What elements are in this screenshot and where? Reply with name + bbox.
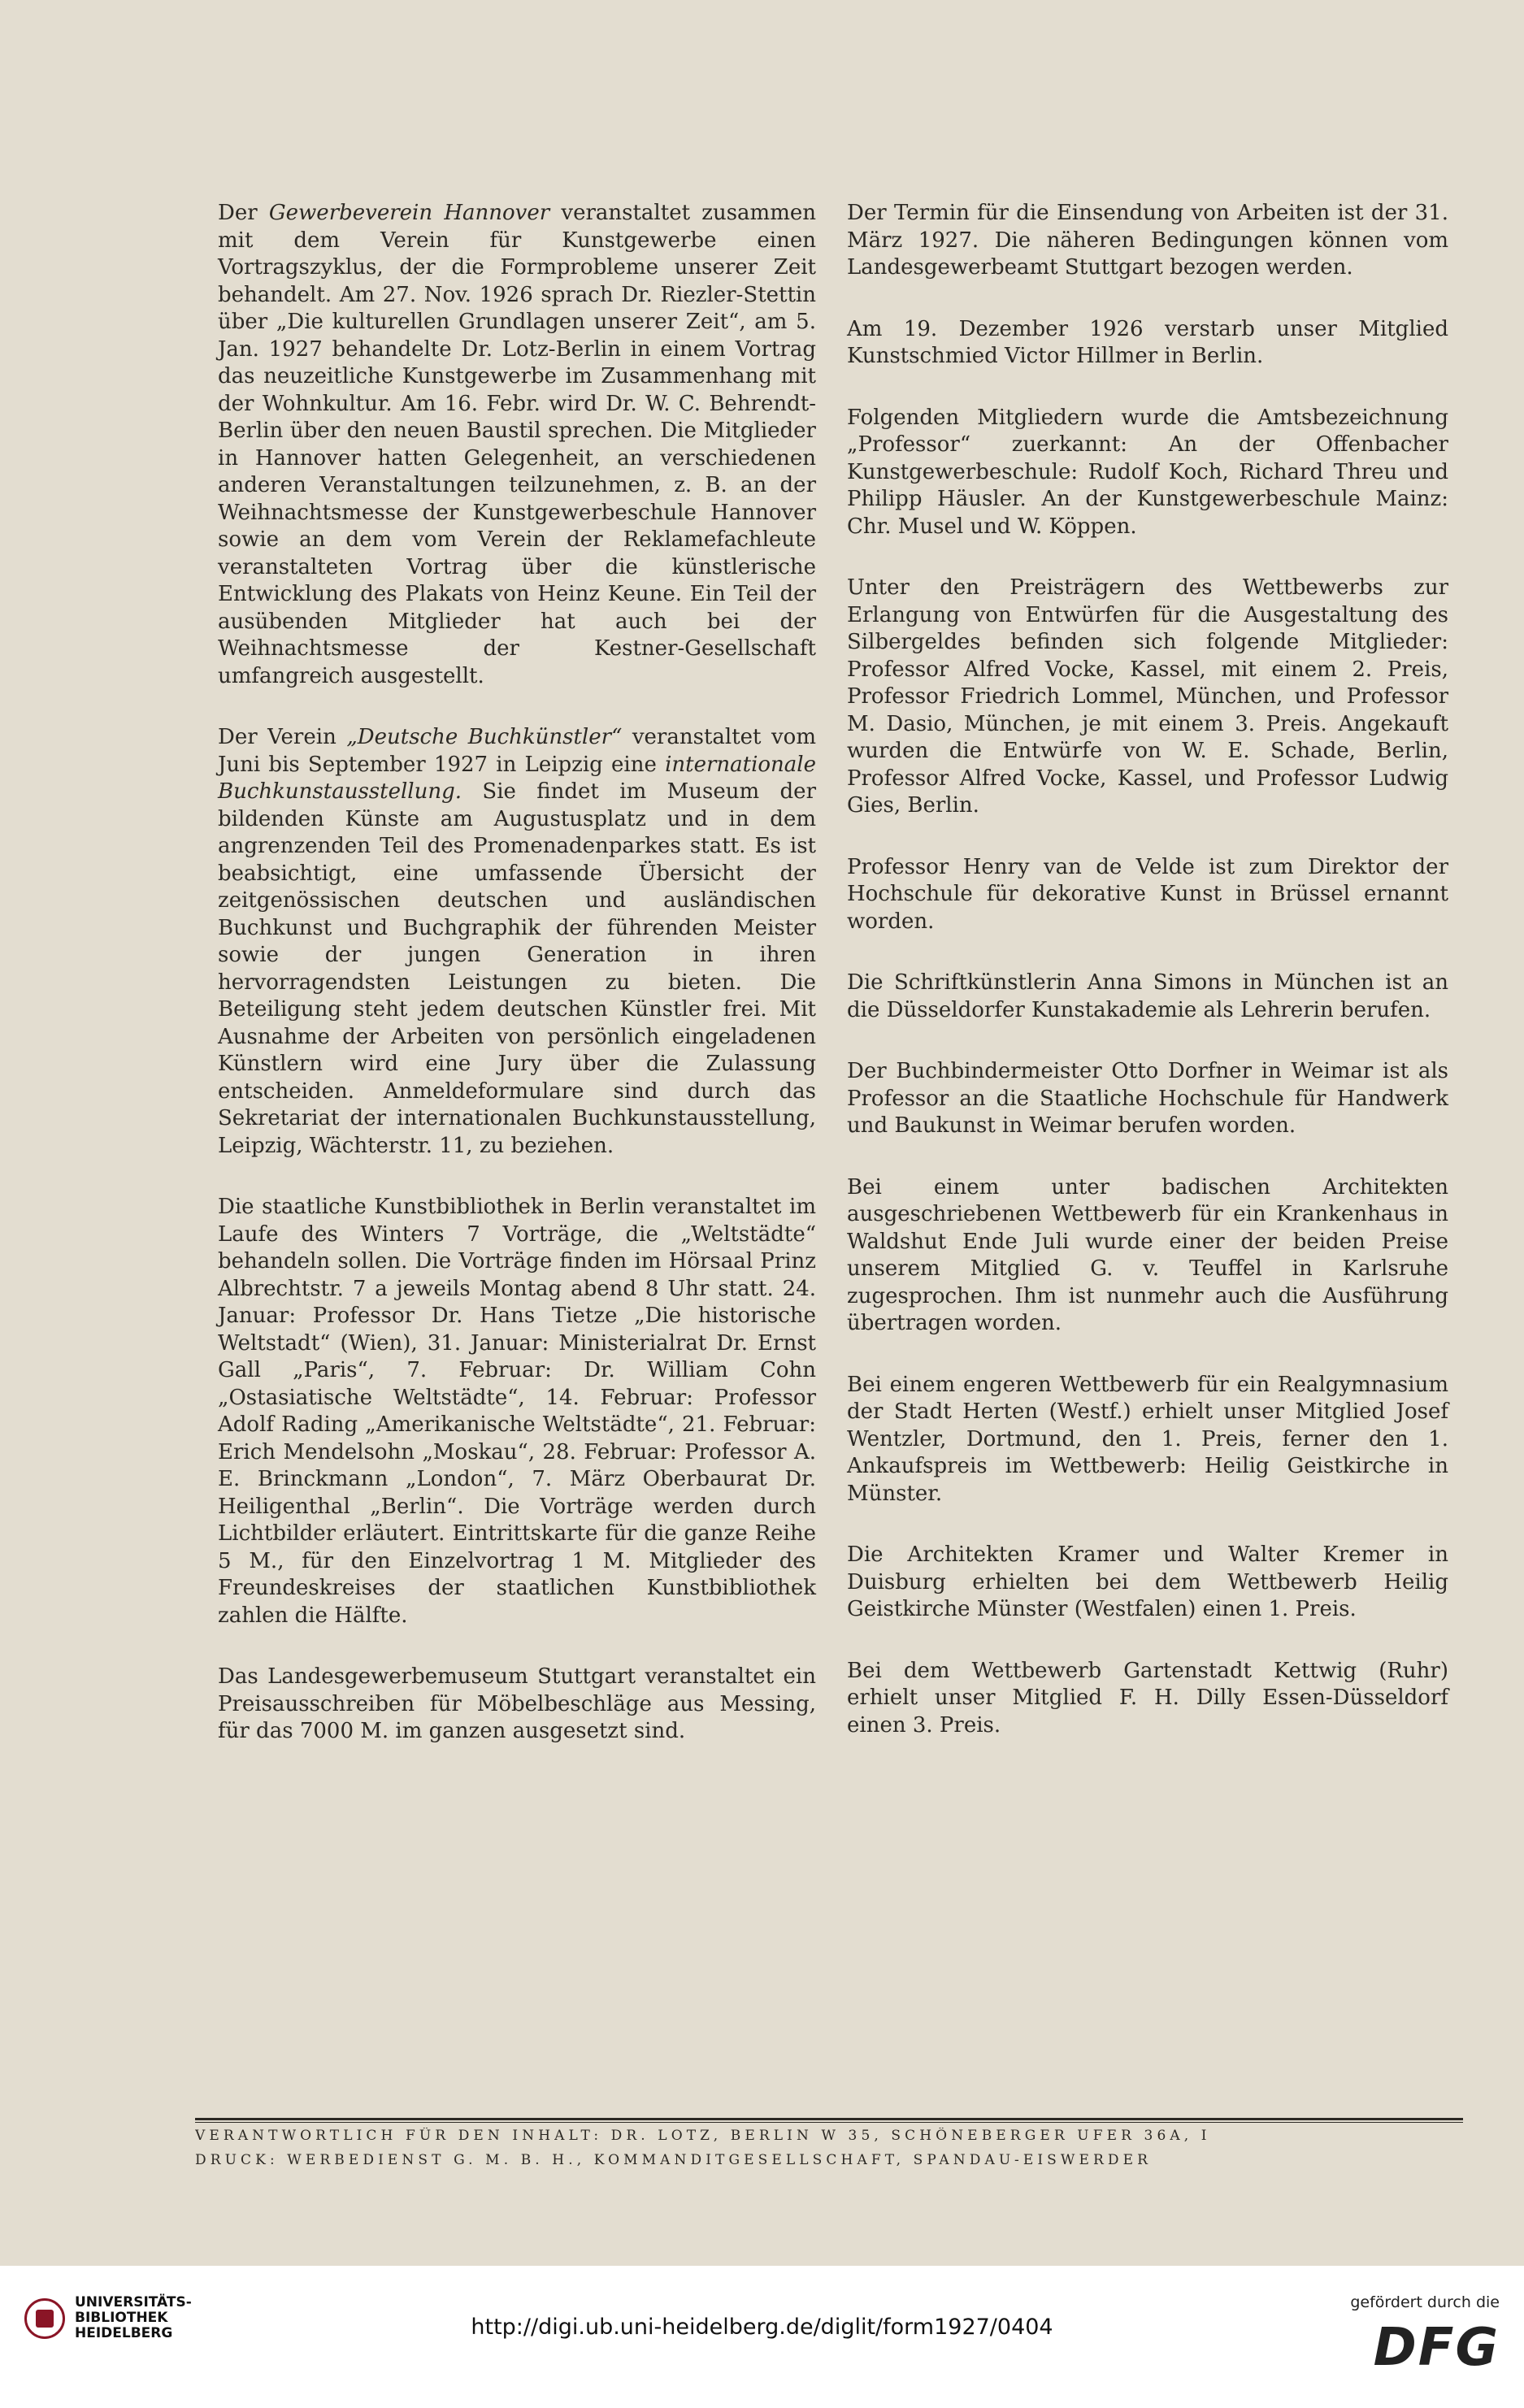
emphasis-buchkuenstler: „Deutsche Buchkünstler“ xyxy=(346,725,623,749)
article-gewerbeverein: Der Gewerbeverein Hannover veranstaltet zusammen mit dem Verein für Kunstgewerbe einen Vortragszyklus, der die Formprobleme unserer Zeit behandelt. Am 27. Nov. 1926 sprach Dr. Riezler-Stettin über „Die kulturellen Grundlagen unserer Zeit“, am 5. Jan. 1927 behandelte Dr. Lotz-Berlin in einem Vortrag das neuzeitliche Kunstgewerbe im Zusammenhang mit der Wohnkultur. Am 16. Febr. wird Dr. W. C. Behrendt-Berlin über den neuen Baustil sprechen. Die Mitglieder in Hannover hatten Gelegenheit, an verschiedenen anderen Veranstaltungen teilzunehmen, z. B. an der Weihnachtsmesse der Kunstgewerbeschule Hannover sowie an dem vom Verein der Reklamefachleute veranstalteten Vortrag über die künstlerische Entwicklung des Plakats von Heinz Keune. Ein Teil der ausübenden Mitglieder hat auch bei der Weihnachtsmesse der Kestner-Gesellschaft umfangreich ausgestellt. xyxy=(218,201,816,688)
emphasis-buchkunstausstellung: internationale Buchkunstausstellung. xyxy=(218,752,816,804)
article-buchkuenstler: Der Verein „Deutsche Buchkünstler“ veranstaltet vom Juni bis September 1927 in Leipzig eine internationale Buchkunstausstellung. Sie findet im Museum der bildenden Künste am Augustusplatz und in dem angrenzenden Teil des Promenadenparkes statt. Es ist beabsichtigt, eine umfassende Übersicht der zeitgenössischen deutschen und ausländischen Buchkunst und Buchgraphik der führenden Meister sowie der jungen Generation in ihren hervorragendsten Leistungen zu bieten. Die Beteiligung steht jedem deutschen Künstler frei. Mit Ausnahme der Arbeiten von persönlich eingeladenen Künstlern wird eine Jury über die Zulassung entscheiden. Anmeldeformulare sind durch das Sekretariat der internationalen Buchkunstausstellung, Leipzig, Wächterstr. 11, zu beziehen. xyxy=(218,725,816,1158)
digitization-footer xyxy=(0,2266,1524,2408)
article-simons: Die Schriftkünstlerin Anna Simons in München ist an die Düsseldorfer Kunstakademie als Lehrerin berufen. xyxy=(847,970,1448,1022)
article-landesgewerbemuseum: Das Landesgewerbemuseum Stuttgart veranstaltet ein Preisausschreiben für Möbelbeschläge aus Messing, für das 7000 M. im ganzen ausgesetzt sind. xyxy=(218,1664,816,1743)
imprint-rule-thin xyxy=(195,2122,1463,2123)
imprint-rule xyxy=(195,2118,1463,2120)
article-herten: Bei einem engeren Wettbewerb für ein Realgymnasium der Stadt Herten (Westf.) erhielt unser Mitglied Josef Wentzler, Dortmund, den 1. Preis, ferner den 1. Ankaufspreis im Wettbewerb: Heilig Geistkirche in Münster. xyxy=(847,1372,1448,1506)
permalink-url[interactable]: http://digi.ub.uni-heidelberg.de/diglit/form1927/0404 xyxy=(471,2315,1053,2340)
article-dorfner: Der Buchbindermeister Otto Dorfner in Weimar ist als Professor an die Staatliche Hochschule für Handwerk und Baukunst in Weimar berufen worden. xyxy=(847,1059,1448,1138)
article-van-de-velde: Professor Henry van de Velde ist zum Direktor der Hochschule für dekorative Kunst in Brüssel ernannt worden. xyxy=(847,854,1448,934)
article-hillmer: Am 19. Dezember 1926 verstarb unser Mitglied Kunstschmied Victor Hillmer in Berlin. xyxy=(847,316,1448,368)
imprint-responsible: VERANTWORTLICH FÜR DEN INHALT: DR. LOTZ, BERLIN W 35, SCHÖNEBERGER UFER 36A, I xyxy=(195,2128,1211,2144)
article-kunstbibliothek: Die staatliche Kunstbibliothek in Berlin veranstaltet im Laufe des Winters 7 Vorträge, die „Weltstädte“ behandeln sollen. Die Vorträge finden im Hörsaal Prinz Albrechtstr. 7 a jeweils Montag abend 8 Uhr statt. 24. Januar: Professor Dr. Hans Tietze „Die historische Weltstadt“ (Wien), 31. Januar: Ministerialrat Dr. Ernst Gall „Paris“, 7. Februar: Dr. William Cohn „Ostasiatische Weltstädte“, 14. Februar: Professor Adolf Rading „Amerikanische Weltstädte“, 21. Februar: Erich Mendelsohn „Moskau“, 28. Februar: Professor A. E. Brinckmann „London“, 7. März Oberbaurat Dr. Heiligenthal „Berlin“. Die Vorträge werden durch Lichtbilder erläutert. Eintrittskarte für die ganze Reihe 5 M., für den Einzelvortrag 1 M. Mitglieder des Freundeskreises der staatlichen Kunstbibliothek zahlen die Hälfte. xyxy=(218,1195,816,1628)
right-column xyxy=(847,200,1448,1773)
article-professoren: Folgenden Mitgliedern wurde die Amtsbezeichnung „Professor“ zuerkannt: An der Offenbacher Kunstgewerbeschule: Rudolf Koch, Richard Threu und Philipp Häusler. An der Kunstgewerbeschule Mainz: Chr. Musel und W. Köppen. xyxy=(847,405,1448,539)
left-column xyxy=(218,200,816,1780)
emphasis-gewerbeverein: Gewerbeverein Hannover xyxy=(268,201,550,225)
article-termin: Der Termin für die Einsendung von Arbeiten ist der 31. März 1927. Die näheren Bedingungen können vom Landesgewerbeamt Stuttgart bezogen werden. xyxy=(847,201,1448,280)
funded-by-label: gefördert durch die xyxy=(1350,2293,1500,2311)
article-silbergeld: Unter den Preisträgern des Wettbewerbs zur Erlangung von Entwürfen für die Ausgestaltung des Silbergeldes befinden sich folgende Mitglieder: Professor Alfred Vocke, Kassel, mit einem 2. Preis, Professor Friedrich Lommel, München, und Professor M. Dasio, München, je mit einem 3. Preis. Angekauft wurden die Entwürfe von W. E. Schade, Berlin, Professor Alfred Vocke, Kassel, und Professor Ludwig Gies, Berlin. xyxy=(847,575,1448,818)
imprint-printer: DRUCK: WERBEDIENST G. M. B. H., KOMMANDITGESELLSCHAFT, SPANDAU-EISWERDER xyxy=(195,2152,1153,2168)
article-waldshut: Bei einem unter badischen Architekten ausgeschriebenen Wettbewerb für ein Krankenhaus in Waldshut Ende Juli wurde einer der beiden Preise unserem Mitglied G. v. Teuffel in Karlsruhe zugesprochen. Ihm ist nunmehr auch die Ausführung übertragen worden. xyxy=(847,1174,1448,1335)
article-kettwig: Bei dem Wettbewerb Gartenstadt Kettwig (Ruhr) erhielt unser Mitglied F. H. Dilly Essen-Düsseldorf einen 3. Preis. xyxy=(847,1658,1448,1738)
library-logo-text: UNIVERSITÄTS- BIBLIOTHEK HEIDELBERG xyxy=(75,2294,192,2341)
dfg-logo: DFG xyxy=(1373,2318,1500,2378)
article-kramer: Die Architekten Kramer und Walter Kremer in Duisburg erhielten bei dem Wettbewerb Heilig Geistkirche Münster (Westfalen) einen 1. Preis. xyxy=(847,1542,1448,1621)
